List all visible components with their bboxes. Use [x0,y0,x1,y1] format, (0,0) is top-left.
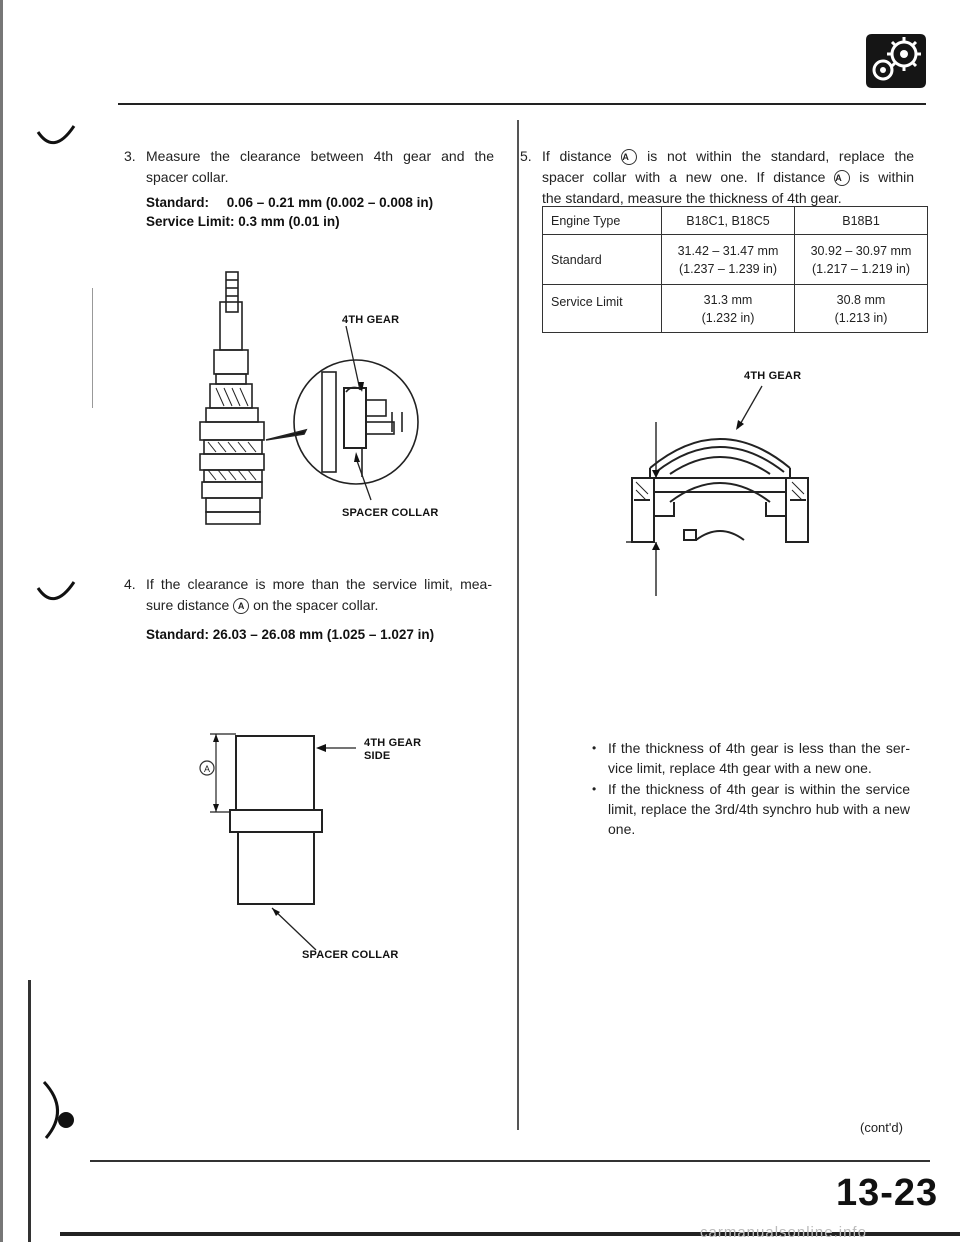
step-5-line1-pre: If distance [542,148,612,164]
cell-line: 31.3 mm [703,292,753,307]
watermark: carmanualsonline.info [700,1224,867,1241]
step-5-line1-post: is not within the standard, replace the [647,148,915,164]
step-5-line2-pre: spacer collar with a new one. If distance [542,169,826,185]
step-4-text [146,574,492,616]
step-4-text-post: on the spacer collar. [253,597,379,613]
manual-transmission-section-icon [866,34,926,88]
table-cell [795,285,928,333]
step-5-line [542,167,914,188]
step-4-standard: Standard: 26.03 – 26.08 mm (1.025 – 1.027 in) [146,627,435,642]
cell-line: 30.92 – 30.97 mm [810,243,912,258]
spec-table [542,206,928,333]
figure-2-gear-side-label [364,737,421,763]
margin-line [92,288,93,408]
shaft-clearance-figure [196,262,436,532]
standard-value: 0.06 – 0.21 mm (0.002 – 0.008 in) [226,195,434,210]
callout-a-icon: A [621,149,637,165]
cell-line: (1.213 in) [834,310,888,325]
continued-note: (cont'd) [860,1120,903,1135]
table-header: B18B1 [795,207,928,235]
table-row [543,235,928,285]
cell-line: (1.232 in) [701,310,755,325]
left-scan-bar [28,980,31,1242]
table-row-label: Standard [543,235,662,285]
header-rule [118,103,926,105]
table-cell [662,285,795,333]
step-5-line: the standard, measure the thickness of 4th gear. [542,190,842,206]
list-item: • If the thickness of 4th gear is less than the ser-vice limit, replace 4th gear with a new one. [590,738,910,778]
gear-side-line-1: 4TH GEAR [364,737,422,749]
step-5-text [542,146,914,209]
cell-line: (1.217 – 1.219 in) [812,261,910,276]
step-3-number: 3. [124,148,136,164]
gear-side-line-2: SIDE [364,750,391,762]
binding-mark [36,122,76,157]
table-row-label: Service Limit [543,285,662,333]
table-header: B18C1, B18C5 [662,207,795,235]
svg-text:A: A [203,764,211,774]
figure-1-collar-label: SPACER COLLAR [342,507,439,519]
table-cell [795,235,928,285]
step-5-number: 5. [520,148,532,164]
spacer-collar-figure [196,724,356,914]
figure-2-collar-label: SPACER COLLAR [302,949,399,961]
step-5-line2-post: is within [859,169,915,185]
step-3-standard [146,193,433,213]
cell-line: 31.42 – 31.47 mm [677,243,779,258]
step-5-notes [590,738,910,840]
footer-rule [90,1160,930,1162]
gear-thickness-table [542,206,928,333]
table-header: Engine Type [543,207,662,235]
step-3-service-limit: Service Limit: 0.3 mm (0.01 in) [146,214,340,229]
left-edge-bar [0,0,3,1242]
step-3-line: spacer collar. [146,169,229,185]
list-item: • If the thickness of 4th gear is within the service limit, replace the 3rd/4th synchro hub with a new one. [590,779,910,839]
step-4-text-pre: sure distance [146,597,230,613]
step-5-line [542,146,914,167]
notes-list [590,738,910,839]
cell-line: (1.237 – 1.239 in) [679,261,777,276]
column-divider [517,120,519,1130]
figure-1-gear-label: 4TH GEAR [342,314,400,326]
step-3-text [146,146,494,188]
figure-3-gear-label: 4TH GEAR [744,370,802,382]
step-4-line [146,595,492,616]
table-row [543,285,928,333]
step-4-number: 4. [124,576,136,592]
binding-mark [40,1080,80,1145]
gear-cross-section-figure [610,382,830,602]
step-4-line: If the clearance is more than the service limit, mea- [146,576,492,592]
standard-label: Standard: [146,195,210,210]
callout-a-icon: A [233,598,249,614]
step-3-line: Measure the clearance between 4th gear and the [146,148,494,164]
callout-a-icon: A [834,170,850,186]
cell-line: 30.8 mm [836,292,886,307]
page-number: 13-23 [836,1172,939,1214]
binding-mark [36,578,76,613]
table-header-row [543,207,928,235]
table-cell [662,235,795,285]
